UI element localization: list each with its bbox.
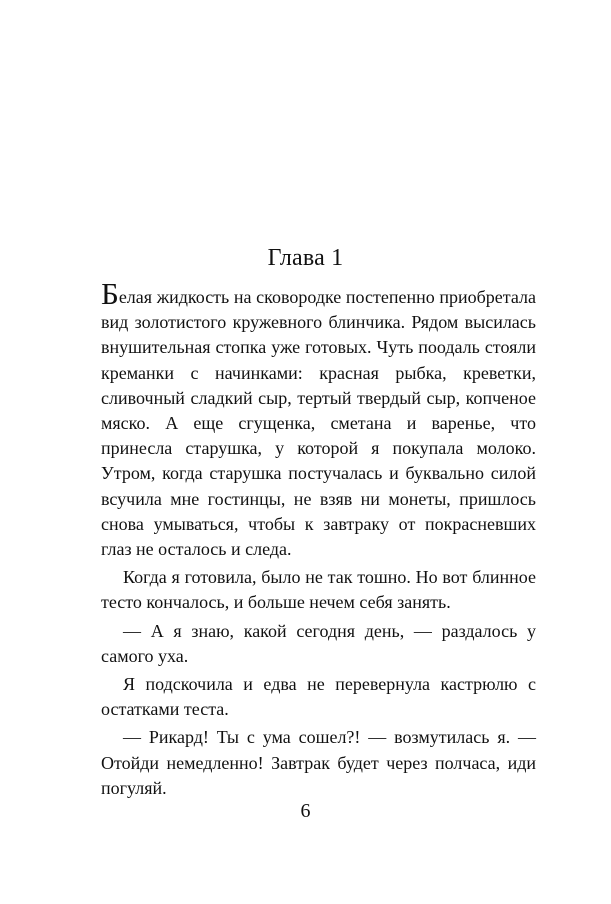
paragraph-2: Когда я готовила, было не так тошно. Но вот блинное тесто кончалось, и больше нечем себя занять. <box>101 567 536 613</box>
paragraph-4: Я подскочила и едва не перевернула кастрюлю с остатками теста. <box>101 674 536 720</box>
chapter-body <box>101 276 536 801</box>
page-number: 6 <box>300 800 311 822</box>
chapter-title: Глава 1 <box>267 245 344 271</box>
paragraph-3: — А я знаю, какой сегодня день, — раздалось у самого уха. <box>101 620 536 666</box>
paragraph-1-text: елая жидкость на сковородке постепенно приобретала вид золотистого кружевного блинчика. Рядом высилась внушительная стопка уже готовых. Чуть поодаль стояли креманки с начинками: красная рыбка, креветки, сливочный сладкий сыр, тертый твердый сыр, копченое мяско. А еще сгущенка, сметана и варенье, что принесла старушка, у которой я покупала молоко. Утром, когда старушка постучалась и буквально силой всучила мне гостинцы, не взяв ни монеты, пришлось снова умываться, чтобы к завтраку от покрасневших глаз не осталось и следа. <box>101 287 536 560</box>
paragraph-5: — Рикард! Ты с ума сошел?! — возмутилась я. — Отойди немедленно! Завтрак будет через полчаса, иди погуляй. <box>101 727 536 798</box>
paragraph-1 <box>101 276 536 562</box>
drop-cap-letter: Б <box>101 276 119 311</box>
